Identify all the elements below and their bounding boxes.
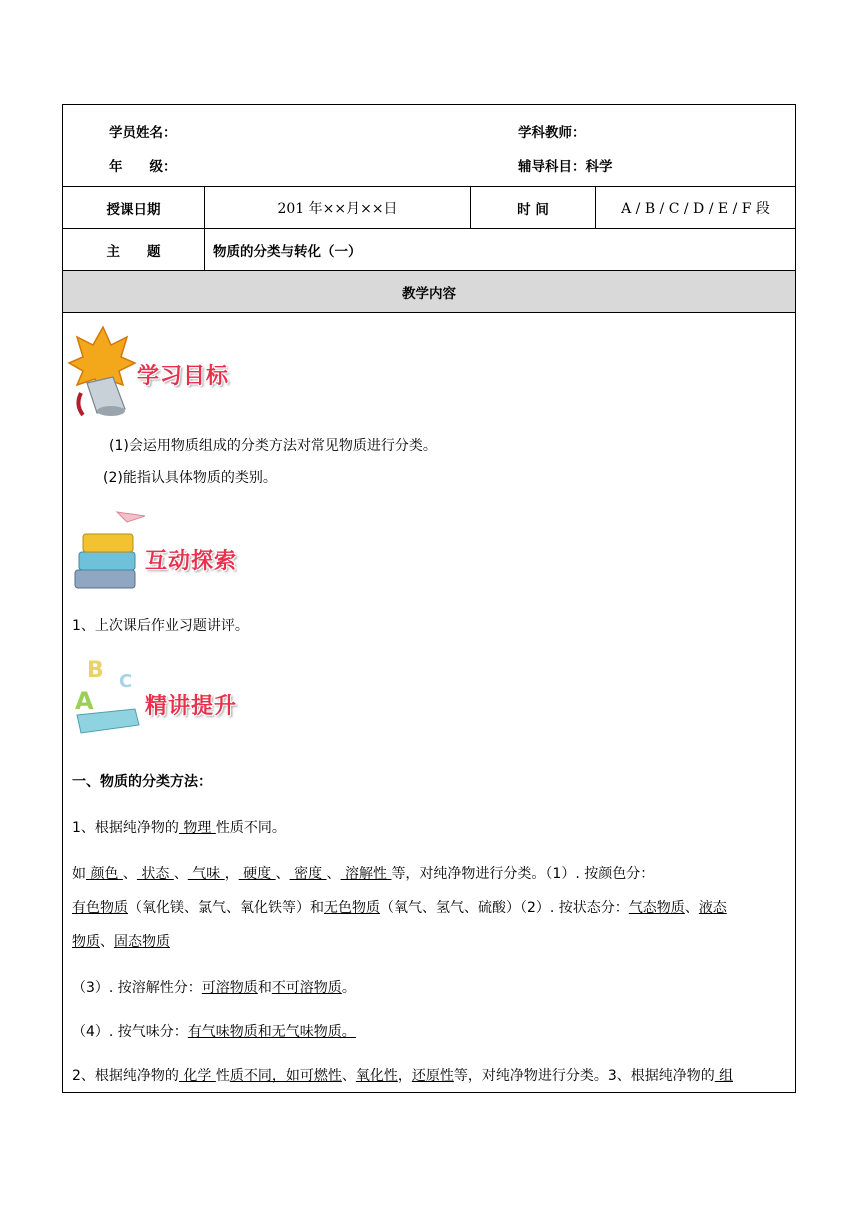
svg-text:A: A — [75, 687, 94, 715]
student-info-row — [63, 105, 795, 187]
svg-text:C: C — [119, 671, 133, 692]
date-label: 授课日期 — [63, 187, 205, 228]
goal-2: (2)能指认具体物质的类别。 — [103, 470, 277, 486]
lecture-title: 精讲提升 — [145, 694, 238, 719]
paragraph-6: （4）. 按气味分：有气味物质和无气味物质。 — [72, 1024, 356, 1040]
paragraph-5: （3）. 按溶解性分：可溶物质和不可溶物质。 — [72, 980, 356, 996]
topic-value: 物质的分类与转化（一） — [213, 243, 362, 260]
time-value: A / B / C / D / E / F 段 — [621, 200, 770, 217]
explore-banner — [69, 508, 249, 598]
grade-label: 年 级： — [109, 159, 177, 175]
topic-row — [63, 229, 795, 271]
date-value: 201 年××月××日 — [205, 187, 471, 228]
explore-title: 互动探索 — [145, 549, 238, 574]
goals-banner — [67, 323, 247, 418]
student-name-label: 学员姓名： — [109, 125, 177, 141]
books-icon — [69, 508, 149, 598]
subject-label: 辅导科目：科学 — [518, 159, 613, 175]
abc-blocks-icon — [69, 653, 149, 743]
maple-leaf-bell-icon — [67, 323, 137, 418]
goals-title: 学习目标 — [137, 364, 230, 389]
paragraph-4: 物质、固态物质 — [72, 934, 170, 950]
explore-item-1: 1、上次课后作业习题讲评。 — [72, 618, 249, 634]
content-heading: 教学内容 — [63, 271, 795, 313]
schedule-row — [63, 187, 795, 229]
goal-1: (1)会运用物质组成的分类方法对常见物质进行分类。 — [109, 438, 437, 454]
svg-text:B: B — [87, 658, 104, 683]
lesson-table — [62, 104, 796, 1093]
paragraph-3: 有色物质（氧化镁、氯气、氧化铁等）和无色物质（氧气、氢气、硫酸）（2）. 按状态分：气态物质、液态 — [72, 900, 727, 916]
paragraph-7: 2、根据纯净物的 化学 性质不同，如可燃性、氧化性，还原性等，对纯净物进行分类。3、根据纯净物的 组 — [72, 1068, 734, 1084]
teacher-label: 学科教师： — [518, 125, 586, 141]
topic-label: 主 题 — [63, 229, 205, 270]
paragraph-1: 1、根据纯净物的 物理 性质不同。 — [72, 820, 286, 836]
lecture-banner — [69, 653, 249, 743]
paragraph-2: 如 颜色 、 状态 、 气味 ， 硬度 、 密度 、 溶解性 等，对纯净物进行分类。（1）. 按颜色分： — [72, 866, 655, 882]
time-label: 时 间 — [471, 187, 596, 228]
content-body — [63, 313, 795, 1092]
part-heading: 一、物质的分类方法： — [72, 774, 212, 790]
